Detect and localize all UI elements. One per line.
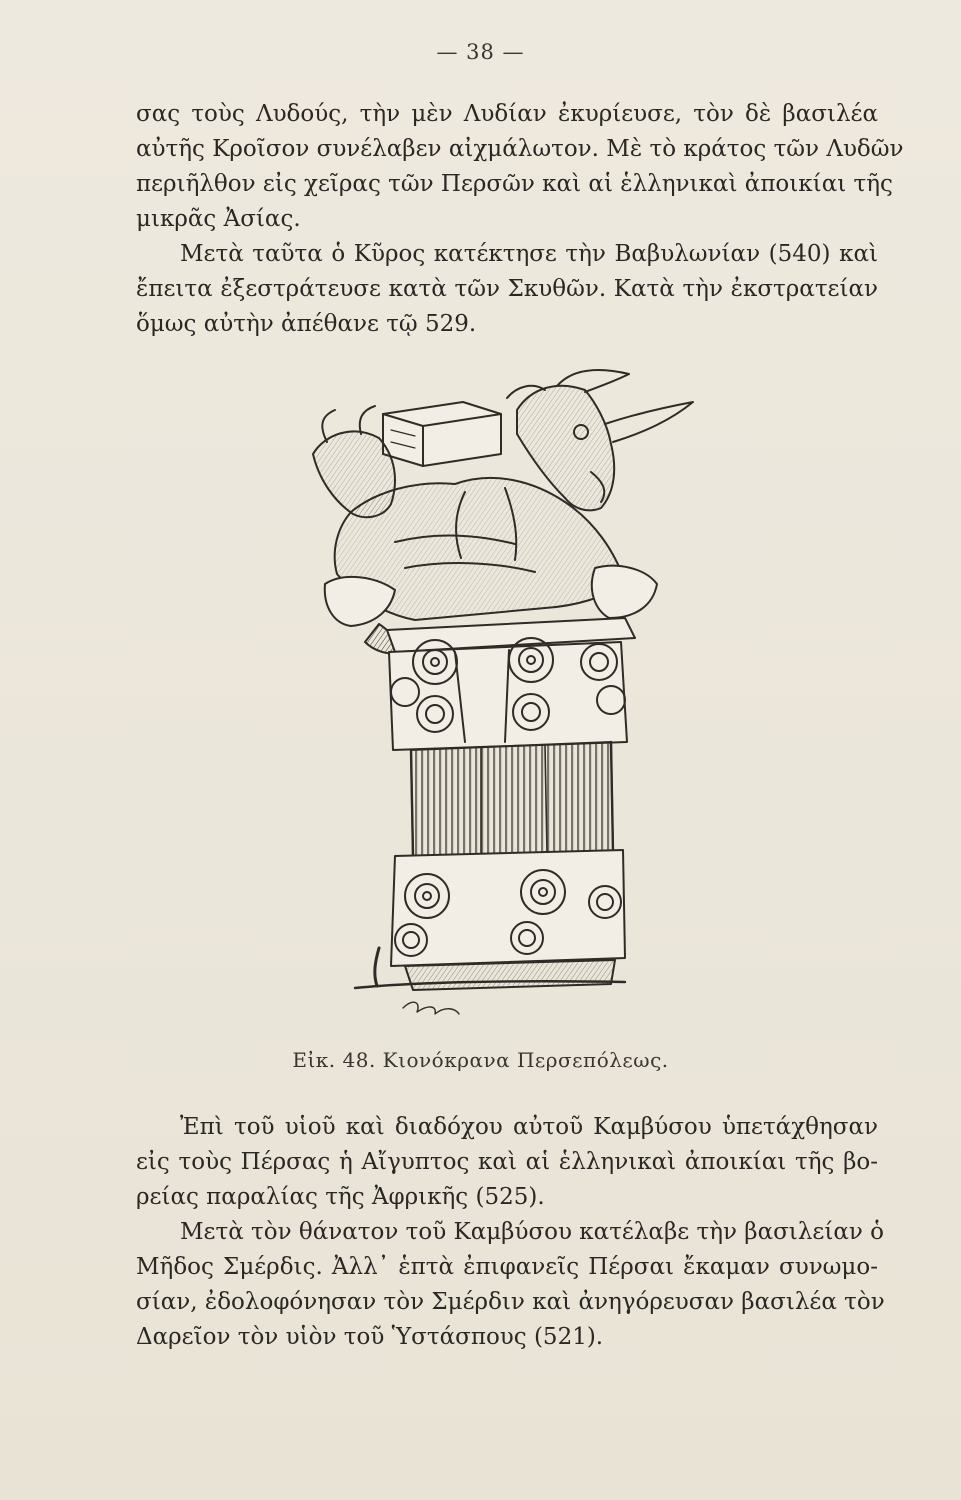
text-line: ὅμως αὐτὴν ἀπέθανε τῷ 529.: [136, 311, 477, 337]
page-number: — 38 —: [436, 40, 525, 64]
text-line: ρείας παραλίας τῆς Ἀφρικῆς (525).: [136, 1184, 545, 1210]
text-line: περιῆλθον εἰς χεῖρας τῶν Περσῶν καὶ αἱ ἑλληνικαὶ ἀποικίαι τῆς: [136, 171, 893, 197]
text-line: Μετὰ τὸν θάνατον τοῦ Καμβύσου κατέλαβε τὴν βασιλείαν ὁ: [180, 1219, 885, 1245]
text-line: εἰς τοὺς Πέρσας ἡ Αἴγυπτος καὶ αἱ ἑλληνικαὶ ἀποικίαι τῆς βο-: [136, 1149, 878, 1175]
paragraph: [136, 237, 878, 342]
bull-capital-illustration: [295, 362, 715, 1032]
paragraph: [136, 97, 904, 237]
text-line: Ἐπὶ τοῦ υἱοῦ καὶ διαδόχου αὐτοῦ Καμβύσου ὑπετάχθησαν: [180, 1114, 878, 1140]
text-line: ἔπειτα ἐξεστράτευσε κατὰ τῶν Σκυθῶν. Κατὰ τὴν ἐκστρατείαν: [136, 276, 878, 302]
text-line: μικρᾶς Ἀσίας.: [136, 206, 301, 232]
figure-caption: Εἰκ. 48. Κιονόκρανα Περσεπόλεως.: [292, 1048, 669, 1072]
text-line: αὐτῆς Κροῖσον συνέλαβεν αἰχμάλωτον. Μὲ τὸ κράτος τῶν Λυδῶν: [136, 136, 904, 162]
paragraph: [136, 1110, 878, 1215]
text-block-top: [136, 97, 904, 342]
figure-persepolis-capital: [295, 362, 715, 1032]
text-line: Μετὰ ταῦτα ὁ Κῦρος κατέκτησε τὴν Βαβυλωνίαν (540) καὶ: [180, 241, 878, 267]
text-line: σας τοὺς Λυδούς, τὴν μὲν Λυδίαν ἐκυρίευσε, τὸν δὲ βασιλέα: [136, 101, 878, 127]
text-line: Δαρεῖον τὸν υἱὸν τοῦ Ὑστάσπους (521).: [136, 1324, 604, 1350]
text-block-bottom: [136, 1110, 885, 1355]
paragraph: [136, 1215, 885, 1355]
text-line: Μῆδος Σμέρδις. Ἀλλ᾽ ἑπτὰ ἐπιφανεῖς Πέρσαι ἔκαμαν συνωμο-: [136, 1254, 878, 1280]
text-line: σίαν, ἐδολοφόνησαν τὸν Σμέρδιν καὶ ἀνηγόρευσαν βασιλέα τὸν: [136, 1289, 885, 1315]
